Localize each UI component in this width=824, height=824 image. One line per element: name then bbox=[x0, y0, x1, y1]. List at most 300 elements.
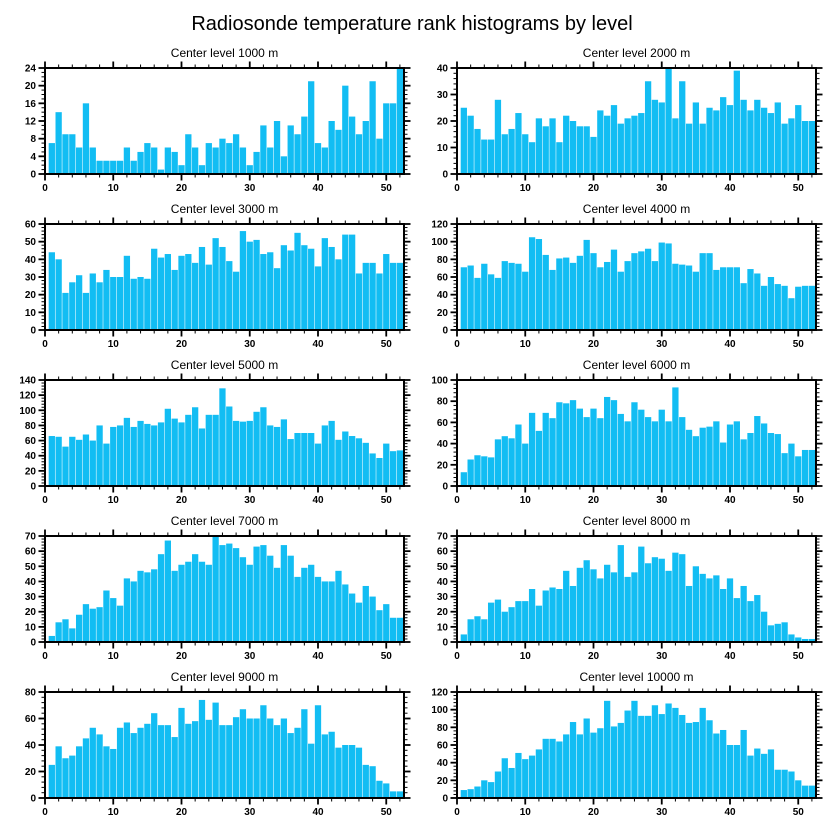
bar bbox=[775, 770, 781, 798]
x-tick-label: 0 bbox=[454, 183, 460, 194]
histogram-svg bbox=[0, 528, 412, 668]
bar bbox=[110, 598, 116, 642]
bar bbox=[809, 786, 815, 798]
chart-title-9000m: Center level 9000 m bbox=[170, 670, 279, 684]
bar bbox=[481, 456, 487, 486]
x-tick-label: 30 bbox=[244, 651, 256, 662]
bar bbox=[329, 581, 335, 642]
y-tick-label: 30 bbox=[24, 272, 36, 284]
histogram-plot-6000m bbox=[412, 372, 824, 512]
x-tick-label: 20 bbox=[587, 183, 600, 194]
y-tick-label: 80 bbox=[436, 396, 448, 408]
bar bbox=[124, 722, 130, 798]
y-tick-label: 0 bbox=[30, 793, 36, 805]
bar bbox=[461, 108, 467, 174]
y-tick-label: 80 bbox=[436, 722, 448, 734]
bar bbox=[590, 569, 596, 642]
bar bbox=[495, 278, 501, 330]
bar bbox=[219, 139, 225, 174]
y-tick-label: 20 bbox=[24, 81, 36, 93]
bar bbox=[240, 709, 246, 798]
bar bbox=[474, 278, 480, 330]
x-tick-label: 50 bbox=[792, 651, 804, 662]
bar bbox=[577, 409, 583, 486]
x-tick-label: 50 bbox=[380, 183, 392, 194]
bar bbox=[652, 261, 658, 330]
bar bbox=[515, 113, 521, 174]
bar bbox=[315, 266, 321, 330]
bar bbox=[131, 279, 137, 330]
bar bbox=[638, 113, 644, 174]
bar bbox=[474, 616, 480, 642]
bar bbox=[734, 71, 740, 174]
bar bbox=[563, 734, 569, 798]
bar bbox=[49, 143, 55, 174]
bar bbox=[96, 282, 102, 330]
bar bbox=[76, 148, 82, 175]
histogram-plot-5000m bbox=[0, 372, 412, 512]
x-tick-label: 30 bbox=[244, 807, 256, 818]
bar bbox=[461, 790, 467, 798]
bar bbox=[624, 261, 630, 330]
y-tick-label: 40 bbox=[436, 758, 448, 770]
bar bbox=[383, 444, 389, 486]
bar bbox=[570, 121, 576, 174]
y-tick-label: 10 bbox=[436, 622, 448, 634]
x-tick-label: 30 bbox=[244, 339, 256, 350]
bar bbox=[260, 125, 266, 174]
y-tick-label: 50 bbox=[436, 561, 448, 573]
bar bbox=[199, 562, 205, 642]
histogram-plot-1000m bbox=[0, 60, 412, 200]
bar bbox=[383, 103, 389, 174]
bar bbox=[199, 247, 205, 330]
bar bbox=[172, 152, 178, 174]
y-tick-label: 0 bbox=[442, 637, 448, 649]
bar bbox=[219, 725, 225, 798]
bar bbox=[536, 749, 542, 798]
x-tick-label: 10 bbox=[107, 651, 119, 662]
bar bbox=[781, 453, 787, 486]
bar bbox=[590, 733, 596, 798]
bar bbox=[659, 102, 665, 174]
bar bbox=[349, 594, 355, 642]
bar bbox=[706, 427, 712, 486]
bar bbox=[775, 284, 781, 330]
bar bbox=[529, 413, 535, 486]
bar bbox=[747, 269, 753, 330]
bar bbox=[802, 786, 808, 798]
bar bbox=[515, 601, 521, 642]
bar bbox=[720, 589, 726, 642]
y-tick-label: 0 bbox=[442, 793, 448, 805]
bar bbox=[294, 134, 300, 174]
x-tick-label: 0 bbox=[42, 807, 48, 818]
bar bbox=[795, 105, 801, 174]
y-tick-label: 20 bbox=[436, 607, 448, 619]
bar bbox=[795, 456, 801, 486]
bar bbox=[638, 410, 644, 486]
bar bbox=[461, 472, 467, 486]
bar bbox=[137, 421, 143, 486]
bar bbox=[734, 421, 740, 486]
bar bbox=[788, 118, 794, 174]
bar bbox=[356, 134, 362, 174]
bar bbox=[577, 734, 583, 798]
bar bbox=[322, 734, 328, 798]
x-tick-label: 0 bbox=[42, 495, 48, 506]
bar bbox=[693, 102, 699, 174]
bar bbox=[549, 418, 555, 486]
bar bbox=[488, 274, 494, 330]
bar bbox=[761, 286, 767, 330]
bar bbox=[76, 275, 82, 330]
bar bbox=[529, 237, 535, 330]
bar bbox=[747, 433, 753, 486]
y-tick-label: 50 bbox=[24, 561, 36, 573]
bar bbox=[158, 725, 164, 798]
bar bbox=[468, 619, 474, 642]
bar bbox=[185, 724, 191, 798]
bar bbox=[281, 719, 287, 799]
bar bbox=[693, 436, 699, 486]
x-tick-label: 20 bbox=[175, 339, 188, 350]
bar bbox=[158, 258, 164, 330]
bar bbox=[212, 238, 218, 330]
bar bbox=[281, 156, 287, 174]
bar bbox=[611, 105, 617, 174]
bar bbox=[481, 619, 487, 642]
bar bbox=[747, 756, 753, 798]
bar bbox=[308, 565, 314, 642]
chart-title-5000m: Center level 5000 m bbox=[170, 358, 279, 372]
bar bbox=[700, 708, 706, 798]
bar bbox=[294, 433, 300, 486]
bar bbox=[624, 711, 630, 798]
bar bbox=[322, 425, 328, 486]
bar bbox=[178, 708, 184, 798]
chart-title-2000m: Center level 2000 m bbox=[582, 46, 691, 60]
chart-cell-5000m bbox=[0, 356, 412, 512]
bar bbox=[356, 273, 362, 330]
y-tick-label: 120 bbox=[431, 219, 448, 231]
bar bbox=[727, 745, 733, 798]
bar bbox=[563, 116, 569, 174]
bar bbox=[781, 124, 787, 174]
bar bbox=[322, 148, 328, 175]
bar bbox=[706, 720, 712, 798]
bar bbox=[754, 749, 760, 798]
bar bbox=[549, 587, 555, 642]
bar bbox=[144, 424, 150, 486]
bar bbox=[390, 103, 396, 174]
bar bbox=[522, 134, 528, 174]
bar bbox=[131, 733, 137, 798]
bar bbox=[495, 772, 501, 799]
y-tick-label: 20 bbox=[24, 466, 36, 478]
bar bbox=[274, 427, 280, 486]
bar bbox=[549, 118, 555, 174]
bar bbox=[369, 453, 375, 486]
bar bbox=[474, 455, 480, 486]
bar bbox=[488, 457, 494, 486]
bar bbox=[110, 161, 116, 174]
x-tick-label: 10 bbox=[519, 495, 531, 506]
bar bbox=[172, 270, 178, 330]
bar bbox=[329, 732, 335, 798]
y-tick-label: 20 bbox=[436, 460, 448, 472]
bar bbox=[281, 545, 287, 642]
bar bbox=[727, 105, 733, 174]
bar bbox=[151, 148, 157, 175]
bar bbox=[260, 705, 266, 798]
bar bbox=[672, 553, 678, 642]
bar bbox=[390, 618, 396, 642]
bar bbox=[638, 251, 644, 330]
bar bbox=[288, 439, 294, 486]
bar bbox=[665, 421, 671, 486]
bar bbox=[747, 601, 753, 642]
bar bbox=[693, 272, 699, 330]
bar bbox=[165, 254, 171, 330]
bar bbox=[192, 407, 198, 486]
x-tick-label: 30 bbox=[244, 183, 256, 194]
bar bbox=[768, 749, 774, 798]
bar bbox=[563, 258, 569, 330]
chart-cell-6000m bbox=[412, 356, 824, 512]
bar bbox=[679, 81, 685, 174]
bar bbox=[556, 741, 562, 798]
y-tick-label: 20 bbox=[436, 116, 448, 128]
x-tick-label: 50 bbox=[380, 339, 392, 350]
bar bbox=[706, 108, 712, 174]
bar bbox=[172, 571, 178, 642]
bar bbox=[342, 584, 348, 642]
bar bbox=[240, 557, 246, 642]
bar bbox=[672, 387, 678, 486]
bar bbox=[556, 142, 562, 174]
bar bbox=[529, 756, 535, 798]
bar bbox=[761, 108, 767, 174]
y-tick-label: 60 bbox=[24, 546, 36, 558]
bar bbox=[495, 439, 501, 486]
bar bbox=[597, 578, 603, 642]
bar bbox=[56, 622, 62, 642]
bar bbox=[315, 143, 321, 174]
bar bbox=[529, 142, 535, 174]
bar bbox=[720, 443, 726, 486]
bar bbox=[502, 261, 508, 330]
bar bbox=[577, 126, 583, 174]
histogram-grid bbox=[0, 44, 824, 824]
bar bbox=[659, 410, 665, 486]
chart-cell-4000m bbox=[412, 200, 824, 356]
bar bbox=[611, 250, 617, 330]
bar bbox=[659, 714, 665, 798]
bar bbox=[734, 267, 740, 330]
y-tick-label: 100 bbox=[431, 237, 448, 249]
bar bbox=[165, 148, 171, 175]
bar bbox=[495, 100, 501, 174]
histogram-svg bbox=[0, 60, 412, 200]
bar bbox=[713, 270, 719, 330]
x-tick-label: 10 bbox=[107, 339, 119, 350]
bar bbox=[90, 728, 96, 798]
bar bbox=[69, 756, 75, 798]
bar bbox=[253, 547, 259, 642]
bar bbox=[768, 113, 774, 174]
bar bbox=[363, 121, 369, 174]
bar bbox=[502, 436, 508, 486]
x-tick-label: 20 bbox=[175, 807, 188, 818]
histogram-plot-3000m bbox=[0, 216, 412, 356]
y-tick-label: 80 bbox=[436, 254, 448, 266]
bar bbox=[62, 758, 68, 798]
histogram-plot-7000m bbox=[0, 528, 412, 668]
y-tick-label: 40 bbox=[24, 740, 36, 752]
bar bbox=[144, 572, 150, 642]
y-tick-label: 10 bbox=[24, 622, 36, 634]
bar bbox=[754, 273, 760, 330]
bar bbox=[144, 143, 150, 174]
bar bbox=[281, 419, 287, 486]
x-tick-label: 10 bbox=[519, 651, 531, 662]
x-tick-label: 40 bbox=[724, 183, 736, 194]
x-tick-label: 40 bbox=[312, 339, 324, 350]
y-tick-label: 4 bbox=[30, 151, 36, 163]
bar bbox=[233, 717, 239, 798]
bar bbox=[349, 117, 355, 174]
x-tick-label: 40 bbox=[312, 807, 324, 818]
bar bbox=[597, 728, 603, 798]
bar bbox=[645, 716, 651, 798]
x-tick-label: 50 bbox=[380, 651, 392, 662]
bar bbox=[247, 165, 253, 174]
bar bbox=[522, 444, 528, 486]
bar bbox=[178, 565, 184, 642]
bar bbox=[624, 421, 630, 486]
bar bbox=[165, 541, 171, 642]
bar bbox=[335, 130, 341, 174]
bar bbox=[618, 723, 624, 798]
histogram-plot-2000m bbox=[412, 60, 824, 200]
bar bbox=[741, 730, 747, 798]
histogram-plot-9000m bbox=[0, 684, 412, 824]
x-tick-label: 30 bbox=[656, 807, 668, 818]
x-tick-label: 40 bbox=[312, 183, 324, 194]
bar bbox=[536, 239, 542, 330]
bar bbox=[369, 263, 375, 330]
bar bbox=[308, 81, 314, 174]
bar bbox=[652, 421, 658, 486]
x-tick-label: 40 bbox=[312, 651, 324, 662]
bar bbox=[62, 447, 68, 486]
bar bbox=[508, 129, 514, 174]
bar bbox=[110, 749, 116, 798]
bar bbox=[720, 730, 726, 798]
histogram-svg bbox=[0, 684, 412, 824]
bar bbox=[809, 450, 815, 486]
bar bbox=[356, 438, 362, 486]
bar bbox=[192, 148, 198, 175]
bar bbox=[768, 625, 774, 642]
bar bbox=[468, 789, 474, 798]
bar bbox=[206, 415, 212, 486]
x-tick-label: 40 bbox=[312, 495, 324, 506]
bar bbox=[590, 409, 596, 486]
bar bbox=[376, 781, 382, 798]
y-tick-label: 0 bbox=[442, 325, 448, 337]
bar bbox=[618, 414, 624, 486]
x-tick-label: 50 bbox=[792, 807, 804, 818]
bar bbox=[212, 536, 218, 642]
bar bbox=[761, 754, 767, 798]
bar bbox=[308, 433, 314, 486]
bar bbox=[165, 725, 171, 798]
bar bbox=[788, 298, 794, 330]
bar bbox=[308, 249, 314, 330]
bar bbox=[686, 266, 692, 330]
bar bbox=[117, 161, 123, 174]
bar bbox=[342, 235, 348, 330]
bar bbox=[137, 728, 143, 798]
bar bbox=[611, 726, 617, 798]
bar bbox=[754, 100, 760, 174]
bar bbox=[56, 437, 62, 486]
bar bbox=[631, 572, 637, 642]
bar bbox=[342, 86, 348, 174]
bar bbox=[151, 249, 157, 330]
bar bbox=[397, 68, 403, 174]
bar bbox=[604, 397, 610, 486]
bar bbox=[342, 745, 348, 798]
bar bbox=[795, 287, 801, 330]
bar bbox=[56, 112, 62, 174]
bar bbox=[56, 259, 62, 330]
bar bbox=[397, 450, 403, 486]
bar bbox=[240, 231, 246, 330]
bar bbox=[570, 722, 576, 798]
bar bbox=[240, 148, 246, 175]
bar bbox=[543, 255, 549, 330]
bar bbox=[103, 270, 109, 330]
bar bbox=[62, 293, 68, 330]
bar bbox=[253, 240, 259, 330]
bar bbox=[226, 725, 232, 798]
y-tick-label: 40 bbox=[24, 576, 36, 588]
bar bbox=[206, 565, 212, 642]
bar bbox=[631, 253, 637, 330]
bar bbox=[543, 126, 549, 174]
bar bbox=[672, 264, 678, 330]
bar bbox=[468, 266, 474, 330]
chart-cell-1000m bbox=[0, 44, 412, 200]
x-tick-label: 50 bbox=[792, 183, 804, 194]
x-tick-label: 50 bbox=[380, 495, 392, 506]
bar bbox=[754, 595, 760, 642]
bar bbox=[206, 720, 212, 798]
bar bbox=[158, 554, 164, 642]
bar bbox=[495, 600, 501, 642]
bar bbox=[349, 235, 355, 330]
bar bbox=[376, 139, 382, 174]
bar bbox=[96, 734, 102, 798]
bar bbox=[624, 577, 630, 642]
bar bbox=[672, 708, 678, 798]
bar bbox=[522, 759, 528, 798]
bar bbox=[563, 571, 569, 642]
bar bbox=[461, 634, 467, 642]
